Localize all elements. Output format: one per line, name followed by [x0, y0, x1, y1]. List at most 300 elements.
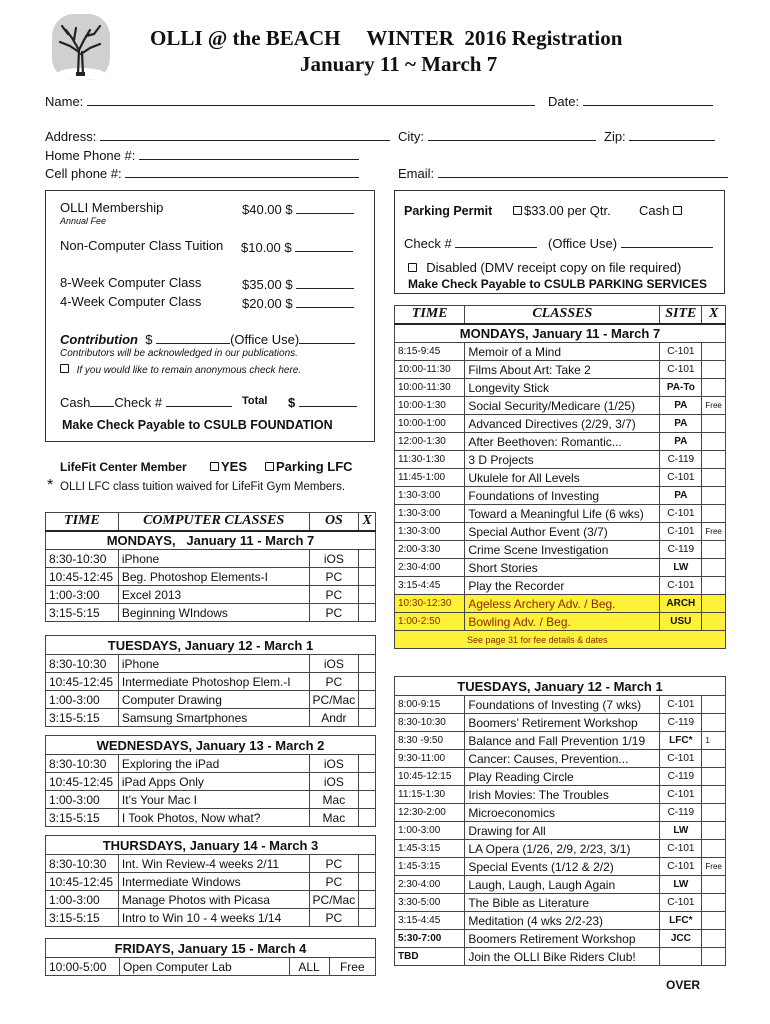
class-time: 1:30-3:00: [395, 505, 465, 523]
check-number-field[interactable]: [166, 393, 232, 407]
class-name: Laugh, Laugh, Laugh Again: [465, 876, 660, 894]
lifefit-label: LifeFit Center Member: [60, 460, 187, 474]
computer-class-row[interactable]: [46, 873, 376, 891]
class-row[interactable]: [395, 750, 726, 768]
class-name: iPad Apps Only: [118, 773, 309, 791]
class-time: 10:45-12:45: [46, 673, 119, 691]
class-select-cell[interactable]: [702, 894, 726, 912]
class-row[interactable]: [395, 577, 726, 595]
class-name: Boomers Retirement Workshop: [465, 930, 660, 948]
contribution-dollar: $: [145, 332, 153, 347]
class-row[interactable]: [395, 595, 726, 613]
class-select-cell[interactable]: [702, 840, 726, 858]
class-name: 3 D Projects: [465, 451, 660, 469]
foundation-payable: Make Check Payable to CSULB FOUNDATION: [62, 418, 333, 432]
class-os: iOS: [309, 550, 359, 568]
class-select-cell[interactable]: [359, 755, 376, 773]
class-select-cell[interactable]: [702, 948, 726, 966]
class-time: TBD: [395, 948, 465, 966]
class-select-cell[interactable]: [359, 891, 376, 909]
computer-day-title: THURSDAYS, January 14 - March 3: [46, 836, 376, 855]
class-site: C-101: [660, 577, 702, 595]
class-name: Int. Win Review-4 weeks 2/11: [118, 855, 309, 873]
class-row[interactable]: [395, 858, 726, 876]
parking-check-field[interactable]: [455, 234, 537, 248]
class-row[interactable]: [395, 397, 726, 415]
address-field[interactable]: [100, 127, 390, 141]
class-select-cell[interactable]: [702, 505, 726, 523]
computer-class-row[interactable]: [46, 958, 376, 976]
class-select-cell[interactable]: [702, 930, 726, 948]
class-os: PC: [309, 855, 359, 873]
four-week-price: $20.00 $: [242, 296, 293, 311]
computer-class-row[interactable]: [46, 755, 376, 773]
contribution-amount-field[interactable]: [156, 330, 230, 344]
contributors-note: Contributors will be acknowledged in our publications.: [60, 348, 298, 359]
class-select-cell[interactable]: [702, 876, 726, 894]
class-time: 1:00-2:50: [395, 613, 465, 631]
class-name: Ageless Archery Adv. / Beg.: [465, 595, 660, 613]
computer-day-title: WEDNESDAYS, January 13 - March 2: [46, 736, 376, 755]
fee-note: See page 31 for fee details & dates: [395, 631, 726, 649]
class-name: Short Stories: [465, 559, 660, 577]
class-select-cell[interactable]: [702, 696, 726, 714]
parking-office-field[interactable]: [621, 234, 713, 248]
class-site: PA: [660, 397, 702, 415]
class-name: Drawing for All: [465, 822, 660, 840]
class-select-cell[interactable]: [359, 568, 376, 586]
class-select-cell[interactable]: [359, 709, 376, 727]
class-time: 8:30 -9:50: [395, 732, 465, 750]
computer-class-row[interactable]: [46, 673, 376, 691]
class-site: C-119: [660, 451, 702, 469]
class-time: 1:00-3:00: [46, 891, 119, 909]
computer-class-row[interactable]: [46, 568, 376, 586]
class-name: Intermediate Windows: [118, 873, 309, 891]
class-site: [660, 948, 702, 966]
class-row[interactable]: [395, 541, 726, 559]
class-time: 1:30-3:00: [395, 523, 465, 541]
class-time: 1:00-3:00: [46, 691, 119, 709]
class-os: PC: [309, 586, 359, 604]
class-os: PC: [309, 568, 359, 586]
class-row[interactable]: [395, 469, 726, 487]
class-select-cell[interactable]: [702, 577, 726, 595]
class-select-cell[interactable]: [702, 613, 726, 631]
parking-permit-checkbox[interactable]: [513, 206, 522, 215]
home-phone-label: Home Phone #:: [45, 148, 136, 163]
spacer-row: [46, 827, 376, 836]
cash-field[interactable]: [90, 393, 114, 407]
class-row[interactable]: [395, 876, 726, 894]
class-name: Boomers’ Retirement Workshop: [465, 714, 660, 732]
class-select-cell[interactable]: [359, 673, 376, 691]
class-time: 5:30-7:00: [395, 930, 465, 948]
class-time: 12:30-2:00: [395, 804, 465, 822]
class-name: Bowling Adv. / Beg.: [465, 613, 660, 631]
office-use-line: [299, 330, 355, 344]
computer-class-row[interactable]: [46, 604, 376, 622]
class-time: 3:30-5:00: [395, 894, 465, 912]
class-time: 2:00-3:30: [395, 541, 465, 559]
class-site: C-101: [660, 894, 702, 912]
class-select-cell[interactable]: [359, 691, 376, 709]
class-select-cell[interactable]: [702, 714, 726, 732]
class-time: 1:30-3:00: [395, 487, 465, 505]
class-select-cell[interactable]: [702, 469, 726, 487]
spacer-row: [46, 727, 376, 736]
class-os: iOS: [309, 773, 359, 791]
computer-class-row[interactable]: [46, 709, 376, 727]
class-site: C-119: [660, 768, 702, 786]
class-time: 8:30-10:30: [46, 550, 119, 568]
class-select-cell[interactable]: Free: [702, 523, 726, 541]
class-select-cell[interactable]: [359, 655, 376, 673]
class-row[interactable]: [395, 433, 726, 451]
home-phone-field[interactable]: [139, 146, 359, 160]
zip-field[interactable]: [629, 127, 715, 141]
class-row[interactable]: [395, 930, 726, 948]
class-site: JCC: [660, 930, 702, 948]
class-name: iPhone: [118, 655, 309, 673]
spacer-row: [46, 622, 376, 636]
class-site: C-101: [660, 858, 702, 876]
name-field[interactable]: [87, 92, 535, 106]
email-label: Email:: [398, 166, 435, 181]
class-name: Beginning WIndows: [118, 604, 309, 622]
class-time: 11:30-1:30: [395, 451, 465, 469]
class-site: C-101: [660, 840, 702, 858]
computer-class-row[interactable]: [46, 909, 376, 927]
fee-note-row: [395, 631, 726, 649]
class-site: C-101: [660, 786, 702, 804]
parking-office-use: (Office Use): [548, 236, 618, 251]
class-time: 1:45-3:15: [395, 858, 465, 876]
cash-label: Cash: [60, 395, 91, 410]
class-select-cell[interactable]: [359, 586, 376, 604]
eight-week-amount-field[interactable]: [296, 275, 354, 289]
class-row[interactable]: [395, 505, 726, 523]
parking-payable: Make Check Payable to CSULB PARKING SERVICES: [408, 277, 707, 291]
class-time: 8:15-9:45: [395, 343, 465, 361]
computer-header-cell: COMPUTER CLASSES: [118, 513, 309, 531]
class-site: ARCH: [660, 595, 702, 613]
class-time: 10:00-11:30: [395, 379, 465, 397]
computer-day-row: [46, 531, 376, 550]
class-select-cell[interactable]: [359, 791, 376, 809]
membership-price: $40.00 $: [242, 202, 293, 217]
tree-logo-icon: [50, 12, 112, 84]
contribution-label: Contribution: [60, 332, 138, 347]
class-name: Memoir of a Mind: [465, 343, 660, 361]
class-select-cell[interactable]: [702, 822, 726, 840]
class-select-cell[interactable]: [702, 595, 726, 613]
computer-class-row[interactable]: [46, 586, 376, 604]
class-name: Intro to Win 10 - 4 weeks 1/14: [118, 909, 309, 927]
class-site: C-101: [660, 750, 702, 768]
parking-check-label: Check #: [404, 236, 452, 251]
class-select-cell[interactable]: [702, 768, 726, 786]
class-select-cell[interactable]: [359, 809, 376, 827]
class-name: Exploring the iPad: [118, 755, 309, 773]
class-os: Mac: [309, 809, 359, 827]
class-time: 2:30-4:00: [395, 876, 465, 894]
class-name: Foundations of Investing: [465, 487, 660, 505]
class-select-cell[interactable]: [702, 361, 726, 379]
computer-header-cell: X: [359, 513, 376, 531]
class-row[interactable]: [395, 768, 726, 786]
class-row[interactable]: [395, 487, 726, 505]
class-select-cell[interactable]: [702, 804, 726, 822]
over-label: OVER: [666, 978, 701, 992]
lifefit-waiver: OLLI LFC class tuition waived for LifeFit Gym Members.: [60, 481, 346, 493]
eight-week-label: 8-Week Computer Class: [60, 275, 202, 290]
class-row[interactable]: [395, 696, 726, 714]
four-week-label: 4-Week Computer Class: [60, 294, 202, 309]
classes-day-title: TUESDAYS, January 12 - March 1: [395, 677, 726, 696]
class-row[interactable]: [395, 840, 726, 858]
class-time: 8:00-9:15: [395, 696, 465, 714]
class-os: PC: [309, 673, 359, 691]
computer-class-row[interactable]: [46, 550, 376, 568]
parking-cash-label: Cash: [639, 203, 670, 218]
class-select-cell[interactable]: [702, 379, 726, 397]
class-row[interactable]: [395, 804, 726, 822]
class-row[interactable]: [395, 912, 726, 930]
class-name: Intermediate Photoshop Elem.-I: [118, 673, 309, 691]
class-name: Meditation (4 wks 2/2-23): [465, 912, 660, 930]
address-label: Address:: [45, 129, 97, 144]
class-name: Beg. Photoshop Elements-I: [118, 568, 309, 586]
class-select-cell[interactable]: [702, 541, 726, 559]
noncomputer-label: Non-Computer Class Tuition: [60, 238, 224, 253]
class-time: 10:00-5:00: [46, 958, 120, 976]
computer-class-row[interactable]: [46, 691, 376, 709]
class-name: Play the Recorder: [465, 577, 660, 595]
computer-class-row[interactable]: [46, 891, 376, 909]
class-time: 3:15-5:15: [46, 709, 119, 727]
parking-lfc-checkbox[interactable]: [265, 462, 274, 471]
class-site: C-101: [660, 523, 702, 541]
class-row[interactable]: [395, 786, 726, 804]
computer-class-row[interactable]: [46, 791, 376, 809]
computer-class-row[interactable]: [46, 773, 376, 791]
class-name: Microeconomics: [465, 804, 660, 822]
class-time: 10:45-12:45: [46, 873, 119, 891]
class-name: Balance and Fall Prevention 1/19: [465, 732, 660, 750]
class-select-cell[interactable]: [702, 559, 726, 577]
class-name: Computer Drawing: [118, 691, 309, 709]
class-fee: Free: [329, 958, 375, 976]
class-name: Advanced Directives (2/29, 3/7): [465, 415, 660, 433]
class-time: 10:00-1:00: [395, 415, 465, 433]
class-select-cell[interactable]: [702, 786, 726, 804]
class-time: 1:45-3:15: [395, 840, 465, 858]
class-row[interactable]: [395, 714, 726, 732]
class-row[interactable]: [395, 451, 726, 469]
class-name: LA Opera (1/26, 2/9, 2/23, 3/1): [465, 840, 660, 858]
class-select-cell[interactable]: [702, 451, 726, 469]
class-name: Toward a Meaningful Life (6 wks): [465, 505, 660, 523]
class-time: 1:00-3:00: [46, 791, 119, 809]
class-select-cell[interactable]: 1: [702, 732, 726, 750]
class-select-cell[interactable]: [702, 750, 726, 768]
class-time: 10:30-12:30: [395, 595, 465, 613]
lifefit-yes-label: YES: [221, 459, 248, 474]
computer-class-row[interactable]: [46, 855, 376, 873]
class-site: PA: [660, 415, 702, 433]
class-row[interactable]: [395, 361, 726, 379]
class-select-cell[interactable]: [702, 487, 726, 505]
class-site: C-101: [660, 361, 702, 379]
class-site: LW: [660, 822, 702, 840]
total-label: Total: [242, 395, 268, 407]
class-name: Special Events (1/12 & 2/2): [465, 858, 660, 876]
four-week-amount-field[interactable]: [296, 294, 354, 308]
class-time: 10:45-12:45: [46, 773, 119, 791]
class-select-cell[interactable]: [359, 909, 376, 927]
class-time: 3:15-5:15: [46, 909, 119, 927]
class-site: C-101: [660, 696, 702, 714]
disabled-label: Disabled (DMV receipt copy on file required): [426, 260, 682, 275]
computer-day-title: MONDAYS, January 11 - March 7: [46, 531, 376, 550]
cell-phone-field[interactable]: [125, 164, 359, 178]
class-select-cell[interactable]: [359, 873, 376, 891]
parking-cash-checkbox[interactable]: [673, 206, 682, 215]
eight-week-price: $35.00 $: [242, 277, 293, 292]
class-select-cell[interactable]: [702, 343, 726, 361]
class-select-cell[interactable]: [359, 773, 376, 791]
monday-classes-table: [394, 305, 726, 649]
class-time: 9:30-11:00: [395, 750, 465, 768]
class-os: PC: [309, 909, 359, 927]
date-field[interactable]: [583, 92, 713, 106]
class-site: C-119: [660, 804, 702, 822]
classes-header-row: [395, 306, 726, 324]
class-name: Foundations of Investing (7 wks): [465, 696, 660, 714]
class-select-cell[interactable]: [359, 855, 376, 873]
class-time: 8:30-10:30: [46, 855, 119, 873]
class-name: The Bible as Literature: [465, 894, 660, 912]
noncomputer-amount-field[interactable]: [295, 238, 353, 252]
total-amount-field[interactable]: [299, 393, 357, 407]
class-name: Play Reading Circle: [465, 768, 660, 786]
class-select-cell[interactable]: Free: [702, 858, 726, 876]
class-select-cell[interactable]: [702, 433, 726, 451]
class-row[interactable]: [395, 523, 726, 541]
class-site: PA: [660, 487, 702, 505]
class-time: 11:45-1:00: [395, 469, 465, 487]
class-time: 10:45-12:45: [46, 568, 119, 586]
class-row[interactable]: [395, 822, 726, 840]
classes-header-cell: X: [702, 306, 726, 324]
classes-day-row: [395, 677, 726, 696]
lifefit-yes-checkbox[interactable]: [210, 462, 219, 471]
class-site: LFC*: [660, 732, 702, 750]
class-time: 1:00-3:00: [46, 586, 119, 604]
class-site: LFC*: [660, 912, 702, 930]
class-row[interactable]: [395, 613, 726, 631]
classes-header-cell: SITE: [660, 306, 702, 324]
anonymous-checkbox[interactable]: [60, 364, 69, 373]
class-select-cell[interactable]: [359, 550, 376, 568]
class-select-cell[interactable]: [702, 415, 726, 433]
annual-fee-note: Annual Fee: [60, 216, 107, 226]
computer-day-title: TUESDAYS, January 12 - March 1: [46, 636, 376, 655]
parking-lfc-label: Parking LFC: [276, 459, 353, 474]
class-name: Irish Movies: The Troubles: [465, 786, 660, 804]
computer-header-cell: TIME: [46, 513, 119, 531]
class-os: ALL: [289, 958, 329, 976]
class-os: Andr: [309, 709, 359, 727]
class-site: C-119: [660, 541, 702, 559]
class-name: Manage Photos with Picasa: [118, 891, 309, 909]
class-select-cell[interactable]: Free: [702, 397, 726, 415]
parking-price: $33.00 per Qtr.: [524, 203, 611, 218]
membership-amount-field[interactable]: [296, 200, 354, 214]
class-time: 3:15-4:45: [395, 912, 465, 930]
class-time: 3:15-4:45: [395, 577, 465, 595]
asterisk: *: [47, 477, 54, 494]
class-name: Social Security/Medicare (1/25): [465, 397, 660, 415]
date-label: Date:: [548, 94, 580, 109]
city-field[interactable]: [428, 127, 596, 141]
class-time: 10:00-1:30: [395, 397, 465, 415]
class-os: PC/Mac: [309, 691, 359, 709]
anonymous-note: If you would like to remain anonymous check here.: [76, 365, 302, 376]
contribution-office-use: (Office Use): [230, 332, 300, 347]
class-time: 11:15-1:30: [395, 786, 465, 804]
disabled-checkbox[interactable]: [408, 263, 417, 272]
class-select-cell[interactable]: [702, 912, 726, 930]
class-site: C-119: [660, 714, 702, 732]
membership-label: OLLI Membership: [60, 200, 164, 215]
class-time: 8:30-10:30: [395, 714, 465, 732]
class-site: USU: [660, 613, 702, 631]
class-time: 12:00-1:30: [395, 433, 465, 451]
class-site: C-101: [660, 469, 702, 487]
class-select-cell[interactable]: [359, 604, 376, 622]
computer-day-row: [46, 736, 376, 755]
class-name: Films About Art: Take 2: [465, 361, 660, 379]
computer-day-title: FRIDAYS, January 15 - March 4: [46, 939, 376, 958]
class-row[interactable]: [395, 732, 726, 750]
computer-class-row[interactable]: [46, 809, 376, 827]
class-site: C-101: [660, 343, 702, 361]
class-row[interactable]: [395, 948, 726, 966]
class-name: iPhone: [118, 550, 309, 568]
email-field[interactable]: [438, 164, 728, 178]
class-time: 8:30-10:30: [46, 755, 119, 773]
class-row[interactable]: [395, 379, 726, 397]
class-os: PC/Mac: [309, 891, 359, 909]
classes-day-title: MONDAYS, January 11 - March 7: [395, 324, 726, 343]
noncomputer-price: $10.00 $: [241, 240, 292, 255]
class-row[interactable]: [395, 415, 726, 433]
class-row[interactable]: [395, 343, 726, 361]
class-name: After Beethoven: Romantic...: [465, 433, 660, 451]
class-site: PA-To: [660, 379, 702, 397]
class-name: It’s Your Mac I: [118, 791, 309, 809]
class-os: PC: [309, 873, 359, 891]
computer-class-row[interactable]: [46, 655, 376, 673]
classes-header-cell: TIME: [395, 306, 465, 324]
class-time: 10:45-12:15: [395, 768, 465, 786]
computer-header-cell: OS: [309, 513, 359, 531]
class-row[interactable]: [395, 894, 726, 912]
computer-day-row: [46, 836, 376, 855]
class-row[interactable]: [395, 559, 726, 577]
